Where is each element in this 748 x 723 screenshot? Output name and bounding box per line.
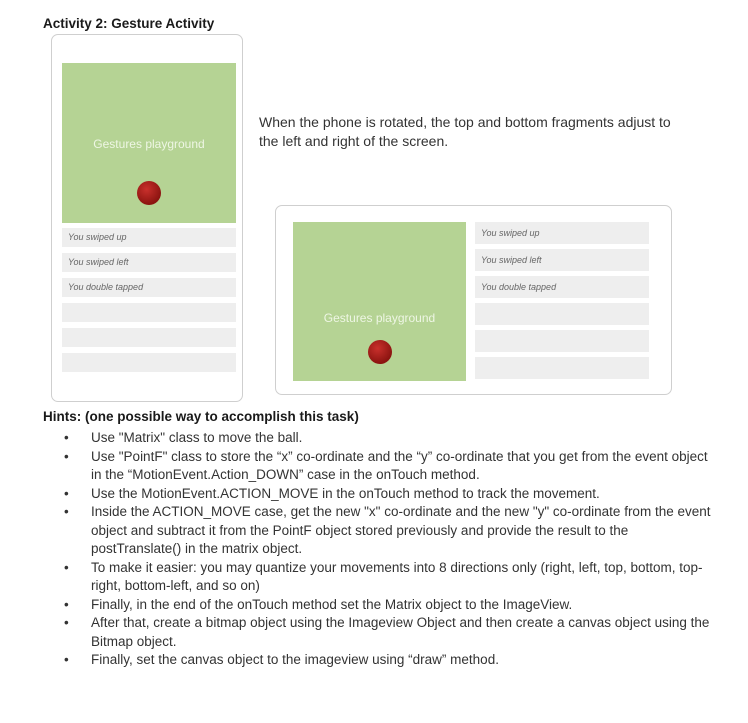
hint-text: After that, create a bitmap object using the Imageview Object and then create a canvas object using the Bitmap object. [91,615,710,649]
phone-landscape-mockup [275,205,672,395]
list-item [475,303,649,325]
ball[interactable] [137,181,161,205]
hint-text: Use the MotionEvent.ACTION_MOVE in the onTouch method to track the movement. [91,485,600,501]
gesture-log-list [475,222,649,384]
hint-text: Finally, set the canvas object to the imageview using “draw” method. [91,652,499,667]
list-item [475,357,649,379]
hint-text: To make it easier: you may quantize your movements into 8 directions only (right, left, top, bottom, top-right, bottom-left, and so on) [91,559,703,593]
list-item: You double tapped [62,278,236,297]
bullet-icon: • [64,430,69,445]
list-item: You swiped up [62,228,236,247]
bullet-icon: • [64,448,69,464]
list-item: You swiped left [475,249,649,271]
hint-item [64,596,714,615]
hint-text: Inside the ACTION_MOVE case, get the new "x" co-ordinate and the new "y" co-ordinate from the event object and subtract it from the PointF object stored previously and provide the result to the postTranslate() in the matrix object. [91,504,711,556]
hint-item [64,503,714,559]
bullet-icon: • [64,504,69,519]
hint-item [64,651,714,670]
rotation-description: When the phone is rotated, the top and bottom fragments adjust to the left and right of the screen. [259,114,671,149]
bullet-icon: • [64,559,69,575]
bullet-icon: • [64,596,69,612]
list-item [62,303,236,322]
gestures-playground[interactable] [293,222,466,381]
hint-item [64,614,714,651]
phone-portrait-mockup [51,34,243,402]
ball[interactable] [368,340,392,364]
playground-label: Gestures playground [323,311,436,325]
bullet-icon: • [64,615,69,630]
hint-item [64,559,714,596]
gesture-log-list [62,228,236,378]
hint-item [64,429,714,448]
hint-text: Use "Matrix" class to move the ball. [91,430,303,445]
list-item [62,353,236,372]
gestures-playground[interactable] [62,63,236,223]
hints-list [64,429,714,670]
bullet-icon: • [64,652,69,667]
activity-heading: Activity 2: Gesture Activity [43,16,215,31]
list-item: You swiped left [62,253,236,272]
playground-label: Gestures playground [93,137,205,151]
hint-item [64,485,714,504]
hint-text: Use "PointF" class to store the “x” co-ordinate and the “y” co-ordinate that you get from the event object in the “MotionEvent.Action_DOWN” case in the onTouch method. [91,448,708,482]
list-item: You double tapped [475,276,649,298]
hint-text: Finally, in the end of the onTouch method set the Matrix object to the ImageView. [91,596,573,612]
hints-title: Hints: (one possible way to accomplish this task) [43,409,359,424]
list-item [62,328,236,347]
list-item: You swiped up [475,222,649,244]
bullet-icon: • [64,485,69,501]
hint-item [64,448,714,485]
list-item [475,330,649,352]
